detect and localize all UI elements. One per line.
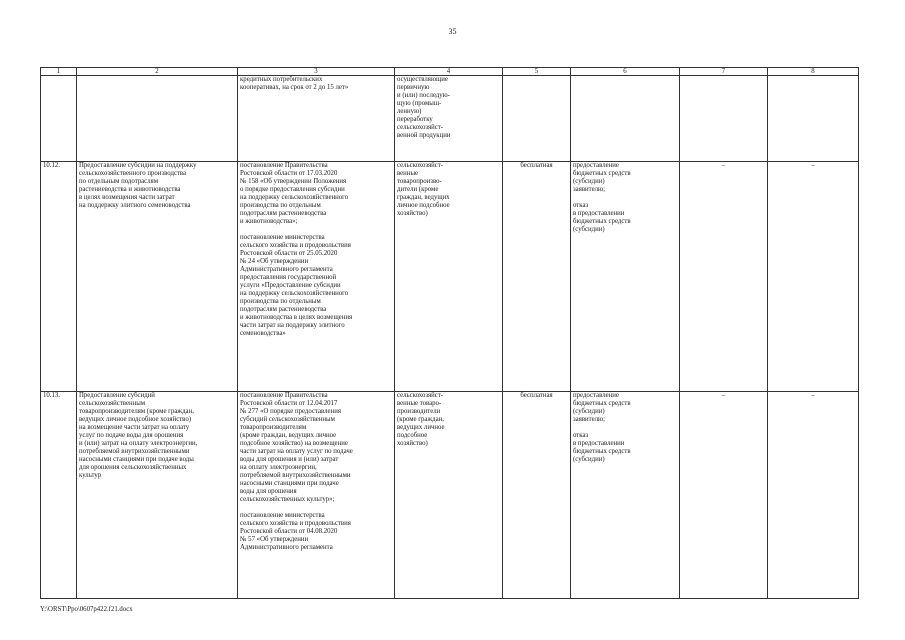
column-number: 3 [238, 68, 395, 76]
services-table [40, 67, 859, 599]
service-name-cell: Предоставление субсидии на поддержку сельскохозяйственного производства по отдельным подотраслям растениеводства и животноводства в целях возмещения части затрат на поддержку элитного семеноводства [77, 162, 238, 392]
payment-cell [503, 76, 571, 162]
page-number: 35 [448, 27, 457, 36]
column-number: 1 [41, 68, 77, 76]
column-8-cell: – [768, 392, 859, 599]
applicants-cell: сельскохозяйст- венные товаро- производители (кроме граждан, ведущих личное подсобное хозяйство) [395, 392, 503, 599]
column-8-cell: – [768, 162, 859, 392]
legal-basis-cell: постановление Правительства Ростовской области от 12.04.2017 № 277 «О порядке предоставления субсидий сельскохозяйственным товаропроизводителям (кроме граждан, ведущих личное подсобное хозяйство) на возмещение части затрат на оплату услуг по подаче воды для орошения и (или) затрат на оплату электроэнергии, потребляемой внутрихозяйственными насосными станциями при подаче воды для орошения сельскохозяйственных культур»; постановление министерства сельского хозяйства и продовольствия Ростовской области от 04.08.2020 № 57 «Об утверждении Административного регламента [238, 392, 395, 599]
row-number [41, 76, 77, 162]
column-number: 2 [77, 68, 238, 76]
column-number: 4 [395, 68, 503, 76]
column-7-cell: – [680, 392, 768, 599]
applicants-cell: сельскохозяйст- венные товаропроизво- дители (кроме граждан, ведущих личное подсобное хозяйство) [395, 162, 503, 392]
applicants-cell: осуществляющие первичную и (или) последую- щую (промыш- ленную) переработку сельскохозяйст- венной продукции [395, 76, 503, 162]
column-7-cell: – [680, 162, 768, 392]
result-cell [571, 76, 680, 162]
service-name-cell: Предоставление субсидий сельскохозяйственным товаропроизводителям (кроме граждан, ведущих личное подсобное хозяйство) на возмещение части затрат на оплату услуг по подаче воды для орошения и (или) затрат на оплату электроэнергии, потребляемой внутрихозяйственными насосными станциями при подаче воды для орошения сельскохозяйственных культур [77, 392, 238, 599]
column-number: 6 [571, 68, 680, 76]
legal-basis-cell: кредитных потребительских кооперативах, на срок от 2 до 15 лет» [238, 76, 395, 162]
column-number: 8 [768, 68, 859, 76]
table-row [41, 162, 859, 392]
column-number: 5 [503, 68, 571, 76]
table-row [41, 76, 859, 162]
payment-cell: бесплатная [503, 392, 571, 599]
footer-file-path: Y:\ORST\Ppo\0607p422.f21.docx [40, 606, 133, 613]
column-7-cell [680, 76, 768, 162]
column-number-row [41, 68, 859, 76]
row-number: 10.12. [41, 162, 77, 392]
row-number: 10.13. [41, 392, 77, 599]
column-number: 7 [680, 68, 768, 76]
column-8-cell [768, 76, 859, 162]
payment-cell: бесплатная [503, 162, 571, 392]
table-row [41, 392, 859, 599]
result-cell: предоставление бюджетных средств (субсидии) заявителю; отказ в предоставлении бюджетных средств (субсидии) [571, 392, 680, 599]
result-cell: предоставление бюджетных средств (субсидии) заявителю; отказ в предоставлении бюджетных средств (субсидии) [571, 162, 680, 392]
service-name-cell [77, 76, 238, 162]
legal-basis-cell: постановление Правительства Ростовской области от 17.03.2020 № 158 «Об утверждении Положения о порядке предоставления субсидии на поддержку сельскохозяйственного производства по отдельным подотраслям растениеводства и животноводства»; постановление министерства сельского хозяйства и продовольствия Ростовской области от 25.05.2020 № 24 «Об утверждении Административного регламента предоставления государственной услуги «Предоставление субсидии на поддержку сельскохозяйственного производства по отдельным подотраслям растениеводства и животноводства в целях возмещения части затрат на поддержку элитного семеноводства» [238, 162, 395, 392]
